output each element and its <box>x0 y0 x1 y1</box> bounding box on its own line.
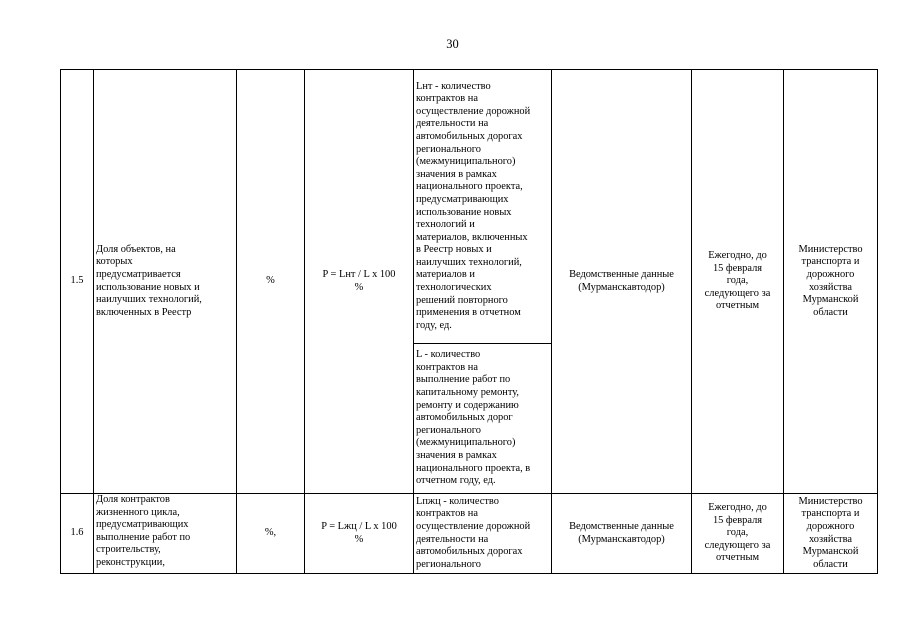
page-number: 30 <box>446 37 459 51</box>
data-source: Ведомственные данные (Мурманскавтодор) <box>552 70 692 494</box>
row-number: 1.6 <box>61 494 94 574</box>
reporting-period: Ежегодно, до 15 февраля года, следующего за отчетным <box>692 70 784 494</box>
indicators-table <box>60 69 878 574</box>
unit: %, <box>237 494 305 574</box>
indicator-name: Доля контрактов жизненного цикла, предусматривающих выполнение работ по строительству, реконструкции, <box>94 494 237 574</box>
table-row-1-6 <box>61 494 878 574</box>
data-source: Ведомственные данные (Мурманскавтодор) <box>552 494 692 574</box>
variable-definition: Lнт - количество контрактов на осуществление дорожной деятельности на автомобильных дорогах регионального (межмуниципального) значения в рамках национального проекта, предусматривающих использование новых технологий и материалов, включенных в Реестр новых и наилучших технологий, материалов и технологических решений повторного применения в отчетном году, ед. <box>414 70 552 344</box>
variable-definition: Lпжц - количество контрактов на осуществление дорожной деятельности на автомобильных дорогах регионального <box>414 494 552 574</box>
formula: P = Lжц / L х 100 % <box>305 494 414 574</box>
formula: P = Lнт / L х 100 % <box>305 70 414 494</box>
row-number: 1.5 <box>61 70 94 494</box>
table-row-1-5 <box>61 70 878 344</box>
unit: % <box>237 70 305 494</box>
reporting-period: Ежегодно, до 15 февраля года, следующего за отчетным <box>692 494 784 574</box>
responsible-body: Министерство транспорта и дорожного хозяйства Мурманской области <box>784 494 878 574</box>
variable-definition: L - количество контрактов на выполнение работ по капитальному ремонту, ремонту и содержанию автомобильных дорог регионального (межмуниципального) значения в рамках национального проекта, в отчетном году, ед. <box>414 344 552 494</box>
responsible-body: Министерство транспорта и дорожного хозяйства Мурманской области <box>784 70 878 494</box>
indicator-name: Доля объектов, на которых предусматривается использование новых и наилучших технологий, включенных в Реестр <box>94 70 237 494</box>
